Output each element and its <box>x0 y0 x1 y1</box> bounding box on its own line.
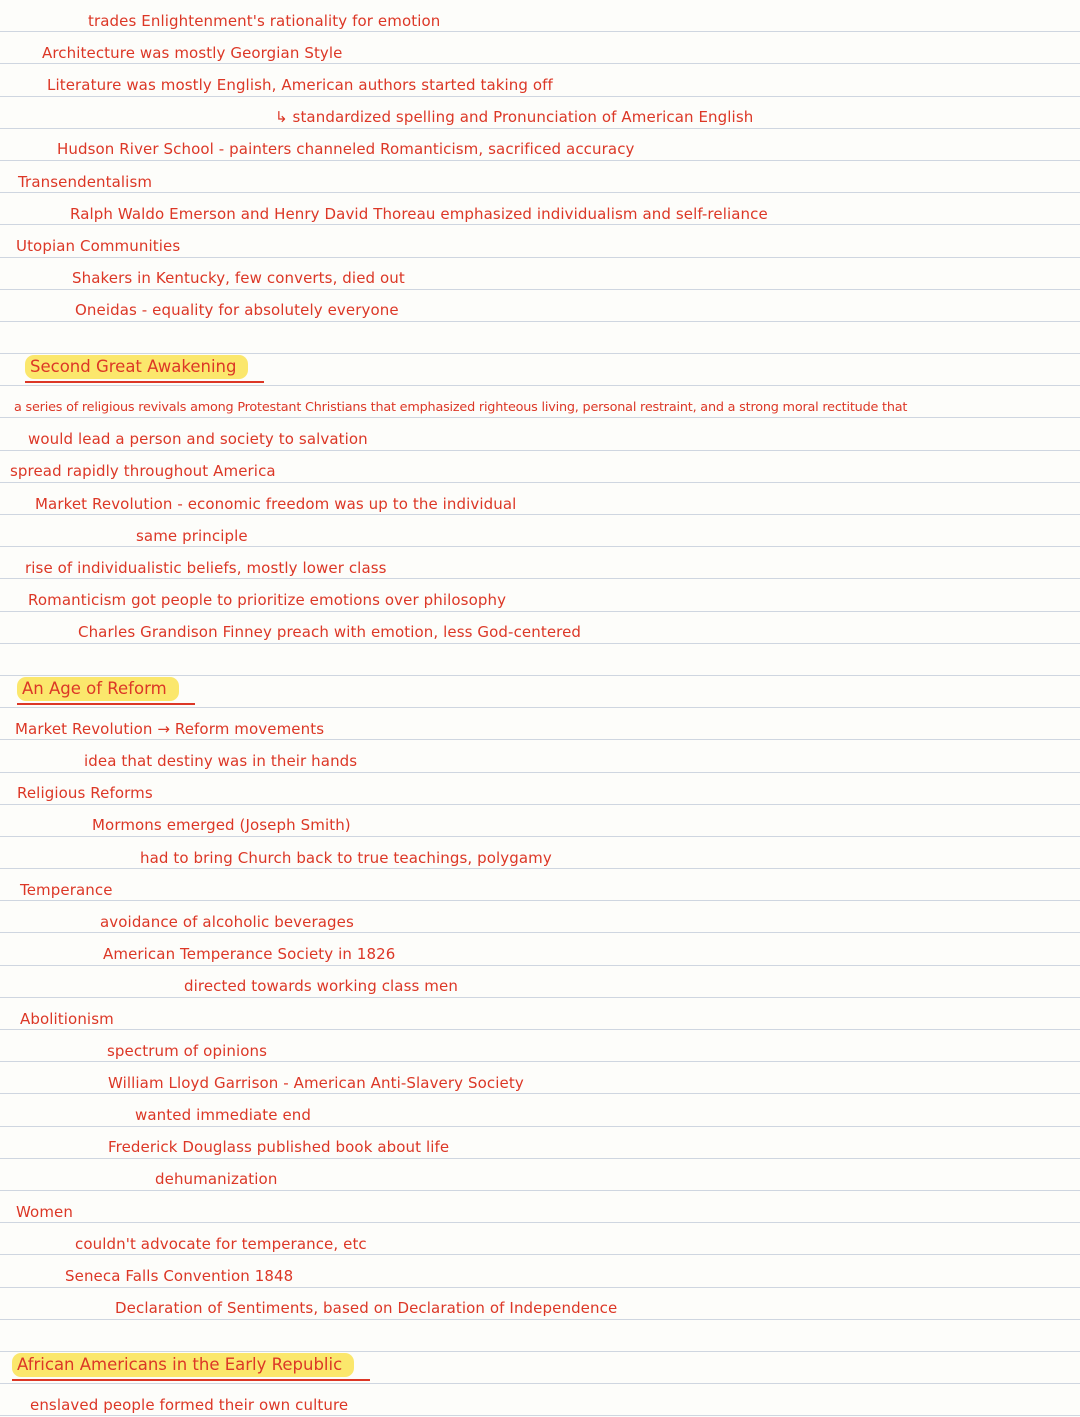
note-line <box>0 1030 1080 1062</box>
note-text: Romanticism got people to prioritize emotions over philosophy <box>28 591 507 610</box>
note-line <box>0 483 1080 515</box>
note-line <box>0 869 1080 901</box>
note-text: a series of religious revivals among Protestant Christians that emphasized righteous living, personal restraint, and a strong moral rectitude that <box>14 400 908 416</box>
note-text: same principle <box>136 526 248 545</box>
note-line <box>0 258 1080 290</box>
note-line <box>0 1223 1080 1255</box>
note-text: Shakers in Kentucky, few converts, died out <box>72 269 405 288</box>
note-line <box>0 193 1080 225</box>
note-text: Mormons emerged (Joseph Smith) <box>92 816 351 835</box>
note-heading-line <box>0 354 1080 386</box>
note-text: Frederick Douglass published book about life <box>108 1138 450 1157</box>
note-line <box>0 1094 1080 1126</box>
note-text: Seneca Falls Convention 1848 <box>65 1267 294 1285</box>
section-heading-highlight: An Age of Reform <box>17 677 179 701</box>
note-line <box>0 805 1080 837</box>
note-line <box>0 225 1080 257</box>
note-text: would lead a person and society to salvation <box>28 430 368 449</box>
note-text: trades Enlightenment's rationality for emotion <box>88 11 441 30</box>
note-text: Architecture was mostly Georgian Style <box>42 43 343 62</box>
note-line <box>0 837 1080 869</box>
note-text: Ralph Waldo Emerson and Henry David Thoreau emphasized individualism and self-reliance <box>70 204 768 223</box>
note-line <box>0 64 1080 96</box>
note-line <box>0 612 1080 644</box>
note-text: avoidance of alcoholic beverages <box>100 912 354 931</box>
note-text: Transendentalism <box>18 172 153 191</box>
note-line <box>0 966 1080 998</box>
note-line <box>0 97 1080 129</box>
note-text: Temperance <box>20 880 113 899</box>
note-heading-line <box>0 676 1080 708</box>
note-line <box>0 322 1080 354</box>
heading-underline <box>12 1353 370 1381</box>
note-text: Oneidas - equality for absolutely everyone <box>75 301 399 320</box>
note-text: ↳ standardized spelling and Pronunciation of American English <box>275 108 754 127</box>
note-line <box>0 773 1080 805</box>
note-line <box>0 933 1080 965</box>
note-line <box>0 644 1080 676</box>
note-line <box>0 32 1080 64</box>
note-text: American Temperance Society in 1826 <box>103 945 396 964</box>
note-line <box>0 1062 1080 1094</box>
note-line <box>0 1288 1080 1320</box>
note-line <box>0 451 1080 483</box>
note-line <box>0 1191 1080 1223</box>
note-line <box>0 579 1080 611</box>
note-text: William Lloyd Garrison - American Anti-Slavery Society <box>108 1073 524 1092</box>
section-heading-highlight: African Americans in the Early Republic <box>12 1353 354 1377</box>
note-line <box>0 129 1080 161</box>
note-text: idea that destiny was in their hands <box>84 752 358 770</box>
note-line <box>0 547 1080 579</box>
note-line <box>0 161 1080 193</box>
note-text: dehumanization <box>155 1170 278 1189</box>
note-text: Women <box>16 1202 73 1221</box>
note-text: Literature was mostly English, American authors started taking off <box>47 76 553 95</box>
note-text: Hudson River School - painters channeled Romanticism, sacrificed accuracy <box>57 140 635 159</box>
note-text: Utopian Communities <box>16 237 181 255</box>
note-line <box>0 515 1080 547</box>
note-text: spread rapidly throughout America <box>10 462 276 481</box>
note-text: Declaration of Sentiments, based on Declaration of Independence <box>115 1299 618 1318</box>
heading-underline <box>17 677 195 705</box>
note-text: couldn't advocate for temperance, etc <box>75 1234 367 1253</box>
note-text: spectrum of opinions <box>107 1041 268 1060</box>
note-text: Abolitionism <box>20 1009 114 1028</box>
note-line <box>0 1127 1080 1159</box>
note-line <box>0 386 1080 418</box>
note-text: Charles Grandison Finney preach with emotion, less God-centered <box>78 623 582 642</box>
note-text: enslaved people formed their own culture <box>30 1395 349 1414</box>
note-line <box>0 708 1080 740</box>
note-line <box>0 901 1080 933</box>
heading-underline <box>25 355 264 383</box>
note-line <box>0 0 1080 32</box>
note-line <box>0 1159 1080 1191</box>
note-line <box>0 290 1080 322</box>
note-text: Religious Reforms <box>17 784 153 803</box>
note-text: Market Revolution - economic freedom was up to the individual <box>35 494 517 513</box>
note-line <box>0 418 1080 450</box>
note-line <box>0 1255 1080 1287</box>
note-line <box>0 1320 1080 1352</box>
note-text: Market Revolution → Reform movements <box>15 719 325 738</box>
note-heading-line <box>0 1352 1080 1384</box>
note-line <box>0 998 1080 1030</box>
note-text: directed towards working class men <box>184 977 458 996</box>
note-text: wanted immediate end <box>135 1106 312 1125</box>
section-heading-highlight: Second Great Awakening <box>25 355 248 379</box>
note-line <box>0 740 1080 772</box>
note-text: rise of individualistic beliefs, mostly lower class <box>25 558 387 577</box>
note-line <box>0 1384 1080 1416</box>
note-text: had to bring Church back to true teachings, polygamy <box>140 848 552 867</box>
